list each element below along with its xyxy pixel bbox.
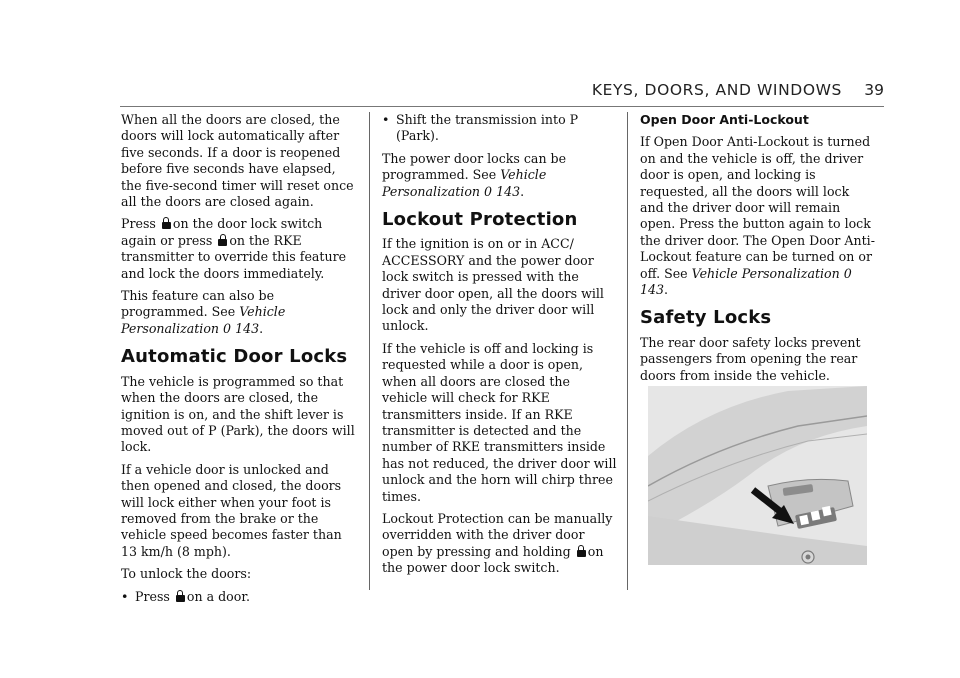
paragraph: If Open Door Anti-Lockout is turned on and the vehicle is off, the driver door is open, and locking is requested, all the doors will lock and the driver door will remain open. Press the button again to lock the driver door. The Open Door Anti-Lockout feature can be turned on or off. See Vehicle Personalization 0 143. (640, 134, 875, 298)
section-heading: Automatic Door Locks (121, 346, 348, 368)
column-divider (369, 112, 370, 590)
page-reference: 0 143 (484, 183, 521, 199)
paragraph: To unlock the doors: (121, 566, 252, 582)
section-heading: Lockout Protection (382, 209, 578, 231)
paragraph: When all the doors are closed, the doors will lock automatically after five seconds. If a door is reopened before five seconds have elapsed, the five-second timer will reset once all the doors are closed again. (121, 112, 354, 210)
section-heading: Safety Locks (640, 307, 772, 329)
lock-icon (577, 545, 586, 557)
section-title: KEYS, DOORS, AND WINDOWS (591, 81, 842, 99)
door-lock-illustration (648, 386, 867, 565)
paragraph: The rear door safety locks prevent passengers from opening the rear doors from inside the vehicle. (640, 334, 861, 383)
text: This feature can also be programmed. See (121, 288, 275, 320)
paragraph: This feature can also be programmed. See Vehicle Personalization 0 143. (121, 288, 286, 336)
column-divider (627, 112, 628, 590)
text: on the door lock switch again or press (121, 216, 323, 248)
list-item (121, 589, 357, 605)
column-2 (382, 112, 618, 583)
lock-icon (162, 217, 171, 229)
door-panel-drawing (648, 386, 867, 565)
paragraph: The vehicle is programmed so that when the doors are closed, the ignition is on, and the shift lever is moved out of P (Park), the doors will lock. (121, 373, 355, 455)
text: Press (135, 588, 170, 604)
list-item (382, 112, 618, 145)
paragraph (121, 216, 357, 282)
paragraph: If the ignition is on or in ACC/ ACCESSORY and the power door lock switch is pressed with the driver door open, all the doors will lock and only the driver door will unlock. (382, 236, 604, 334)
page-header (0, 81, 960, 101)
text: Press (121, 216, 156, 232)
text: on the power door lock switch. (382, 543, 604, 576)
text: on a door. (186, 588, 250, 604)
paragraph (382, 511, 618, 577)
paragraph: If the vehicle is off and locking is requested while a door is open, when all doors are closed the vehicle will check for RKE transmitters inside. If an RKE transmitter is detected and the number of RKE transmitters inside has not reduced, the driver door will unlock and the horn will chirp three times. (382, 340, 617, 504)
page-number: 39 (864, 81, 884, 99)
paragraph: If a vehicle door is unlocked and then opened and closed, the doors will lock either when your foot is removed from the brake or the vehicle speed becomes faster than 13 km/h (8 mph). (121, 461, 342, 559)
unlock-icon (176, 590, 185, 602)
text: If Open Door Anti-Lockout is turned on and the vehicle is off, the driver door is open, and locking is requested, all the doors will lock and the driver door will remain open. Press the button again to lock the driver door. The Open Door Anti-Lockout feature can be turned on or off. See (640, 134, 875, 281)
lock-icon (218, 234, 227, 246)
cross-reference-link[interactable]: Vehicle Personalization (121, 304, 286, 336)
text: on the RKE transmitter to override this feature and lock the doors immediately. (121, 232, 347, 281)
text: Lockout Protection can be manually overridden with the driver door open by pressing and holding (382, 510, 613, 559)
cross-reference-link[interactable]: Vehicle Personalization (382, 167, 547, 199)
text: The power door locks can be programmed. See (382, 150, 567, 183)
cross-reference-link[interactable]: Vehicle Personalization (691, 265, 840, 281)
column-1 (121, 112, 357, 611)
page-reference: 0 143 (640, 265, 852, 298)
column-3 (640, 112, 876, 390)
paragraph: The power door locks can be programmed. See Vehicle Personalization 0 143. (382, 150, 567, 199)
text: Shift the transmission into P (Park). (396, 112, 579, 144)
bullet-icon: • (121, 588, 129, 604)
bullet-icon: • (382, 112, 390, 127)
subsection-heading: Open Door Anti-Lockout (640, 112, 809, 127)
header-rule (120, 106, 884, 107)
page-reference: 0 143 (223, 320, 260, 336)
